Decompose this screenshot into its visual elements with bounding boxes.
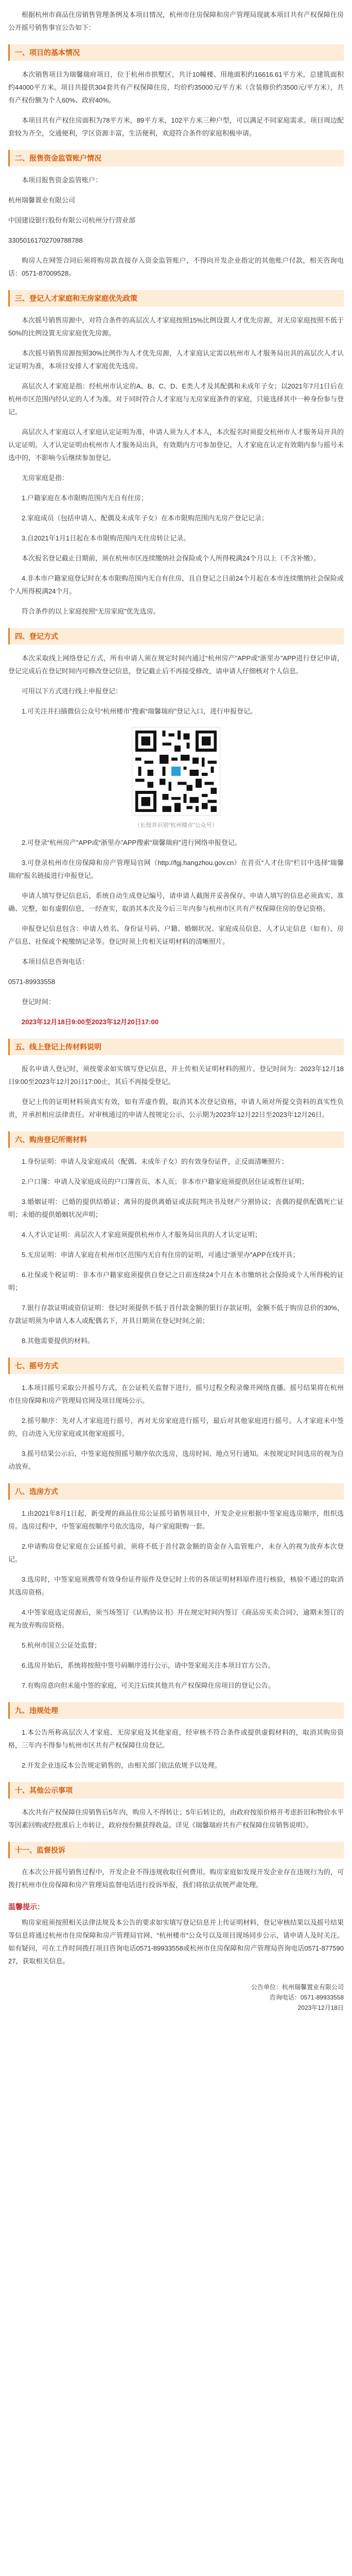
paragraph: 2.可登录“杭州房产”APP或“浙里办”APP搜索“瑞馨瑞府”进行网络申报登记。 [22,839,241,846]
paragraph: 6.选房开始后，系统将按照中签号码顺序进行公示，请中签家庭关注本项目官方公告。 [22,1662,275,1669]
paragraph: 本项目共有产权住房面积为78平方米，89平方米，102平方米三种户型，可以满足不同家庭需求。项目周边配套较为齐全，交通便利，学区资源丰富，生活便利，欢迎符合条件的家庭积极申请。 [8,116,344,137]
paragraph: 3.可登录杭州市住房保障和房产管理局官网（http://fgj.hangzhou.gov.cn）在首页“人才住房”栏目中选择“瑞馨瑞府”报名链接进行申报登记。 [8,859,344,879]
account-name: 杭州瑞馨置业有限公司 [8,196,76,204]
paragraph: 2.摇号顺序：先对人才家庭进行摇号，再对无房家庭进行摇号，最后对其他家庭进行摇号。人才家庭未中签的，自动进入无房家庭或其他家庭摇号。 [8,1417,344,1437]
paragraph: 购房人在网签合同后须将购房款直接存入资金监管账户，不得向开发企业指定的其他账户付款，相关咨询电话：0571-87009528。 [8,257,344,277]
paragraph: 1.本项目摇号采取公开摇号方式，在公证机关监督下进行，摇号过程全程录像并网络直播。摇号结果将在杭州市住房保障和房产管理局官网及项目现场公示。 [8,1384,344,1404]
paragraph: 申报登记信息包含：申请人姓名、身份证号码、户籍、婚姻状况、家庭成员信息、人才认定信息（如有）、房产信息、社保或个税缴纳记录等。登记时须上传相关证明材料的清晰照片。 [8,925,344,945]
paragraph: 8.其他需要提供的材料。 [22,1337,94,1345]
paragraph: 7.有购房意向但未能中签的家庭，可关注后续其他共有产权保障住房项目的登记公告。 [22,1682,275,1689]
section-title-3: 三、登记人才家庭和无房家庭优先政策 [8,290,344,307]
paragraph: 无房家庭是指： [22,474,69,482]
qr-caption: （长按并识别“杭州楼市”公众号） [134,822,218,828]
account-bank: 中国建设银行股份有限公司杭州分行营业部 [8,216,136,224]
paragraph: 高层次人才家庭是指：经杭州市认定的A、B、C、D、E类人才及其配偶和未成年子女；以2021年7月1日后在杭州市区范围内经认定的人才为准。对于同时符合人才家庭与无房家庭条件的家庭，只能选择其中一种身份参与登记。 [8,382,344,416]
paragraph: 3.选房时，中签家庭须携带有效身份证件原件及登记时上传的各项证明材料原件进行核验，核验不通过的取消其选房资格。 [8,1575,344,1596]
section-title-4: 四、登记方式 [8,628,344,645]
signature-date: 2023年12月18日 [297,2004,344,2011]
paragraph: 本次摇号销售房源中，对符合条件的高层次人才家庭按照15%比例设置人才优先房源，对无房家庭按照不低于50%的比例设置无房家庭优先房源。 [8,316,344,337]
paragraph: 1.身份证明：申请人及家庭成员（配偶、未成年子女）的有效身份证件，正反面清晰照片； [22,1158,288,1165]
paragraph: 2.户口簿：申请人及家庭成员的户口簿首页、本人页；非本市户籍家庭须提供居住证或暂住证明； [22,1178,308,1185]
section-title-8: 八、选房方式 [8,1483,344,1500]
paragraph: 可用以下方式进行线上申报登记： [22,687,122,695]
paragraph: 2.开发企业违反本公告规定销售的，由相关部门依法依规予以处理。 [22,1761,221,1769]
paragraph: 高层次人才家庭以人才家庭认定证明为准，申请人须为人才本人，本次报名时须提交杭州市人才服务局开具的认定证明。人才认定证明由杭州市人才服务局出具，有效期内方可参加登记，人才家庭在认定有效期内参与摇号未选中的，不影响今后继续参加登记。 [8,428,344,462]
paragraph: 7.银行存款证明或资信证明：登记时须提供不低于首付款金额的银行存款证明，金额不低于购房总价的30%，存款证明须为申请人本人或配偶名下，开具日期须在登记时间之前； [8,1304,344,1325]
paragraph: 4.中签家庭选定房源后，须当场签订《认购协议书》并在规定时间内签订《商品房买卖合同》，逾期未签订的视为放弃购房资格。 [8,1608,344,1629]
paragraph: 1.本公告所称高层次人才家庭、无房家庭及其他家庭，经审核不符合条件或提供虚假材料的，取消其购房资格，三年内不得参与杭州市区共有产权保障住房登记。 [8,1728,344,1749]
paragraph: 1.户籍家庭在本市限购范围内无自有住房； [22,494,148,502]
section-title-6: 六、购房登记所需材料 [8,1131,344,1148]
registration-time: 2023年12月18日9:00至2023年12月20日17:00 [22,1018,159,1026]
paragraph: 本次报名登记截止日期前，须在杭州市区连续缴纳社会保险或个人所得税满24个月以上（不含补缴）。 [22,554,320,562]
signature-company: 公告单位：杭州瑞馨置业有限公司 [251,1984,344,1991]
paragraph: 4.非本市户籍家庭登记时在本市限购范围内无自有住房，且自登记之日前24个月起在本市连续缴纳社会保险或个人所得税满24个月。 [8,574,344,595]
paragraph: 1.可关注并扫描微信公众号“杭州楼市”搜索“瑞馨瑞府”登记入口，进行申报登记。 [22,707,257,715]
paragraph: 报名申请人登记时，须按要求如实填写登记信息，并上传相关证明材料的照片。登记时间为：2023年12月18日9:00至2023年12月20日17:00止，其后不再接受登记。 [8,1065,344,1086]
consult-phone[interactable]: 0571-89933558 [8,978,56,986]
paragraph: 2.家庭成员（包括申请人、配偶及未成年子女）在本市限购范围内无房产登记记录； [22,514,268,522]
section-title-11: 十一、监督投诉 [8,1842,344,1858]
paragraph: 本次共有产权保障住房销售后5年内，购房人不得转让；5年后转让的，由政府按原价格并考虑折旧和物价水平等因素回购或经批准后上市转让，政府按份额获得收益。详见《瑞馨瑞府共有产权保障住房销售说明》。 [8,1808,344,1829]
account-number: 33050161702709788788 [8,236,83,244]
paragraph: 3.摇号结果公示后，中签家庭按照摇号顺序依次选房，选房时间、地点另行通知。未按规定时间选房的视为自动放弃。 [8,1450,344,1470]
paragraph: 6.社保或个税证明：非本市户籍家庭须提供自登记之日前连续24个月在本市缴纳社会保险或个人所得税的证明； [8,1271,344,1292]
section-title-1: 一、项目的基本情况 [8,44,344,61]
paragraph: 4.人才认定证明：高层次人才家庭须提供杭州市人才服务局出具的人才认定证明； [22,1231,261,1239]
notice-title: 温馨提示： [8,1903,44,1911]
paragraph: 3.婚姻证明：已婚的提供结婚证；离异的提供离婚证或法院判决书及财产分割协议；丧偶的提供配偶死亡证明；未婚的提供婚姻状况声明； [8,1198,344,1218]
section-title-10: 十、其他公示事项 [8,1782,344,1799]
paragraph: 本项目信息咨询电话： [22,958,89,965]
paragraph: 在本次公开摇号销售过程中，开发企业不得违规收取任何费用。购房家庭如发现开发企业存在违规行为的，可拨打杭州市住房保障和房产管理局监督电话进行投诉举报，我们将依法依规严肃处理。 [8,1868,344,1889]
qr-code-image[interactable] [132,727,220,816]
paragraph: 5.杭州市国立公证处监督； [22,1641,101,1649]
intro-paragraph: 根据杭州市商品住房销售管理条例及本项目情况，杭州市住房保障和房产管理局现就本项目共有产权保障住房公开摇号销售事宜公告如下： [8,11,344,31]
paragraph: 登记上传的证明材料须真实有效，如有弄虚作假，取消其本次登记资格，申请人须对所提交资料的真实性负责，并承担相应法律责任。对审核通过的申请人按规定公示，公示期为2023年12月22日至2023年12月26日。 [8,1098,344,1118]
signature-block [8,1982,344,2013]
paragraph: 本次采取线上网络登记方式，所有申请人须在规定时间内通过“杭州房产”APP或“浙里办”APP进行登记申请，登记完成后在登记时间内可修改登记信息，登记截止后不再接受修改，请申请人仔细核对个人信息。 [8,654,344,675]
qr-code-block [8,727,344,816]
paragraph: 2.申请购房登记家庭在公证摇号前，须将不低于首付款金额的资金存入监管账户，未存入的视为放弃本次登记。 [8,1543,344,1563]
paragraph: 申请人填写登记信息后，系统自动生成登记编号，请申请人截图并妥善保存。申请人填写的信息必须真实、准确、完整，如有虚假信息，一经查实，取消其本次及今后三年内参与杭州市区共有产权保障住房的登记资格。 [8,892,344,912]
section-title-2: 二、报售资金监管账户情况 [8,150,344,166]
section-title-9: 九、违规处理 [8,1702,344,1719]
paragraph: 登记时间： [22,998,56,1006]
notice-paragraph: 购房家庭须按照相关法律法规及本公告的要求如实填写登记信息并上传证明材料，登记审核结果以及摇号结果等信息将通过杭州市住房保障和房产管理局官网、“杭州楼市”公众号以及项目现场同步公示，请申请人及时关注。如有疑问，可在工作时间拨打项目咨询电话0571-89933558或杭州市住房保障和房产管理局咨询电话0571-87759027，获取相关信息。 [8,1919,344,1965]
signature-phone: 咨询电话：0571-89933558 [269,1994,344,2001]
paragraph: 本次销售项目为瑞馨瑞府项目，位于杭州市拱墅区，共计10幢楼、用地面积约16616.61平方米，总建筑面积约44000平方米。项目共提供304套共有产权保障住房，均价约35000元/平方米（含装修价约3500元/平方米），共有产权份额为个人60%、政府40%。 [8,71,344,104]
paragraph: 本次摇号销售房源按照30%比例作为人才优先房源，人才家庭认定需以杭州市人才服务局出具的高层次人才认定证明为准，本项目安排人才家庭优先选房。 [8,349,344,370]
paragraph: 3.自2021年1月1日起在本市限购范围内无住房转让记录。 [22,534,190,542]
paragraph: 符合条件的以上家庭按照“无房家庭”优先选房。 [22,607,160,615]
paragraph: 1.由2021年8月1日起，新受理的商品住房公证摇号销售项目中，开发企业应根据中签家庭选房顺序，组织选房。选房过程中，中签家庭按顺序号依次选房，每户家庭限购一套。 [8,1510,344,1530]
paragraph: 本项目报售资金监管账户： [22,176,102,184]
section-title-5: 五、线上登记上传材料说明 [8,1039,344,1055]
paragraph: 5.无房证明：申请人家庭在杭州市区范围内无自有住房的证明，可通过“浙里办”APP在线开具； [22,1251,300,1259]
qr-code-icon [132,727,220,815]
section-title-7: 七、摇号方式 [8,1358,344,1374]
